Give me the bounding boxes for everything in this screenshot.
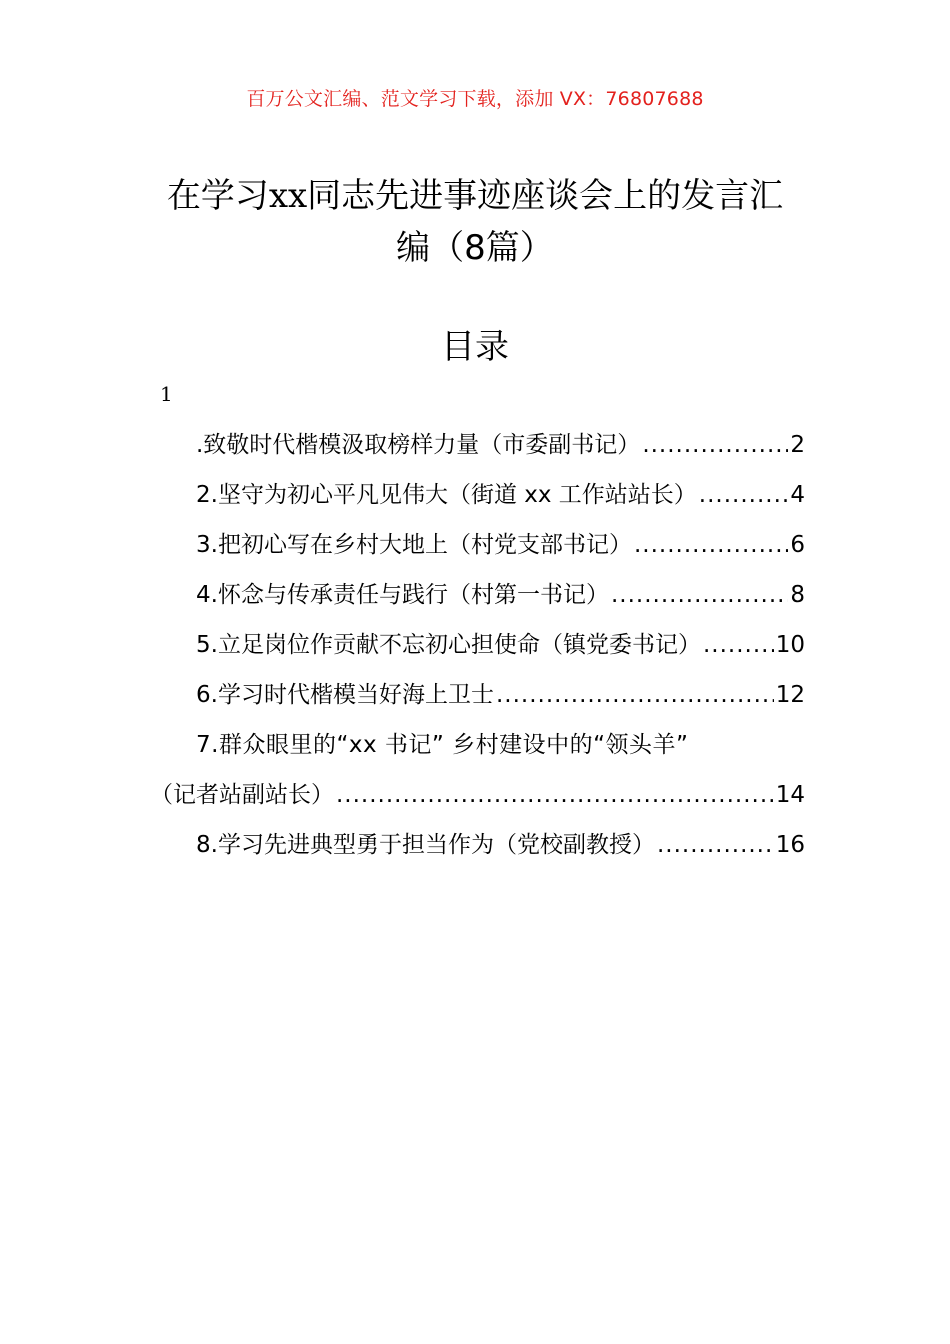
- toc-item-8[interactable]: [150, 820, 805, 870]
- toc-item-3[interactable]: [150, 520, 805, 570]
- title-latin: xx: [268, 176, 308, 216]
- toc-item-4[interactable]: [150, 570, 805, 620]
- toc-item-label: 2.坚守为初心平凡见伟大（街道 xx 工作站站长）: [196, 482, 697, 508]
- document-title: [120, 170, 830, 274]
- toc-item-page: 10: [775, 632, 805, 658]
- toc-item-page: 6: [790, 532, 805, 558]
- toc-item-label: .致敬时代楷模汲取榜样力量（市委副书记）: [196, 432, 641, 458]
- toc-item-page: 4: [790, 482, 805, 508]
- toc-item-label: 8.学习先进典型勇于担当作为（党校副教授）: [196, 832, 655, 858]
- title-prefix: 在学习: [166, 176, 269, 216]
- toc-item-page: 12: [775, 682, 805, 708]
- toc-item-page: 8: [790, 582, 805, 608]
- toc-item-label: 4.怀念与传承责任与践行（村第一书记）: [196, 582, 609, 608]
- toc-item-page: 16: [775, 832, 805, 858]
- toc-item-5[interactable]: [150, 620, 805, 670]
- toc-item-label: （记者站副站长）: [150, 782, 334, 808]
- toc-heading: 目录: [441, 327, 509, 367]
- toc-leader-dots: [336, 770, 774, 820]
- toc-leader-dots: [496, 670, 774, 720]
- promo-banner: 百万公文汇编、范文学习下载，添加 VX：76807688: [246, 88, 704, 110]
- toc-item-label: 6.学习时代楷模当好海上卫士: [196, 682, 494, 708]
- title-suffix: 同志先进事迹座谈会上的发言汇: [307, 176, 784, 216]
- title-line-2: 编（8篇）: [396, 228, 554, 268]
- toc-leader-dots: [611, 570, 788, 620]
- toc-item-1[interactable]: [150, 420, 805, 470]
- title-line-1: [120, 170, 830, 222]
- toc-item-2[interactable]: [150, 470, 805, 520]
- toc-leader-dots: [657, 820, 774, 870]
- table-of-contents: [150, 420, 805, 870]
- toc-item-label: 7.群众眼里的“xx 书记” 乡村建设中的“领头羊”: [196, 732, 689, 758]
- toc-item-6[interactable]: [150, 670, 805, 720]
- stray-number: 1: [160, 382, 173, 406]
- toc-item-label: 5.立足岗位作贡献不忘初心担使命（镇党委书记）: [196, 632, 701, 658]
- toc-item-page: 14: [775, 782, 805, 808]
- toc-leader-dots: [699, 470, 789, 520]
- toc-leader-dots: [642, 420, 788, 470]
- toc-leader-dots: [703, 620, 774, 670]
- toc-item-7-line-2[interactable]: [150, 770, 805, 820]
- toc-item-label: 3.把初心写在乡村大地上（村党支部书记）: [196, 532, 632, 558]
- toc-item-7-line-1[interactable]: [150, 720, 805, 770]
- toc-leader-dots: [634, 520, 788, 570]
- toc-item-page: 2: [790, 432, 805, 458]
